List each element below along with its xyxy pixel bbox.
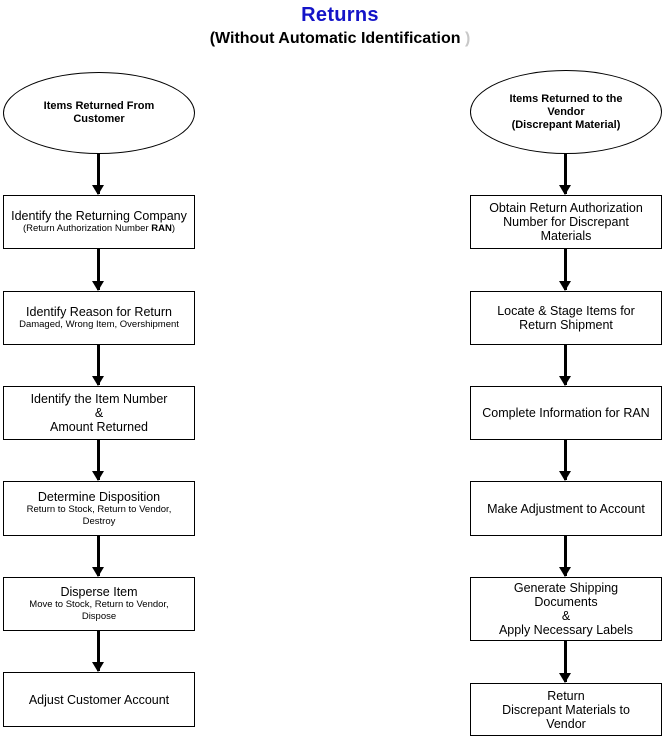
left-step-4-sub: Return to Stock, Return to Vendor, Destroy (26, 503, 172, 527)
right-step-6-line1: Return (547, 688, 585, 703)
right-step-make-adjustment (470, 481, 662, 536)
left-arrow-3 (97, 440, 100, 480)
right-start-line3: (Discrepant Material) (511, 118, 621, 131)
right-step-complete-info (470, 386, 662, 440)
left-arrow-2 (97, 345, 100, 385)
right-step-return-materials (470, 683, 662, 736)
left-step-3-line1: Identify the Item Number (30, 392, 168, 406)
right-step-2-main: Locate & Stage Items for Return Shipment (497, 304, 635, 332)
subtitle-text: (Without Automatic Identification (209, 30, 465, 47)
right-start-line2: Vendor (547, 105, 585, 118)
left-start-line2: Customer (73, 113, 125, 125)
left-step-2-main: Identify Reason for Return (26, 305, 172, 319)
right-step-1-main: Obtain Return Authorization Number for Discrepant Materials (489, 201, 643, 243)
diagram-subtitle (0, 30, 664, 48)
right-step-locate-stage (470, 291, 662, 345)
left-arrow-5 (97, 631, 100, 671)
diagram-title: Returns (301, 4, 379, 26)
left-step-5-sub: Move to Stock, Return to Vendor, Dispose (29, 599, 169, 622)
left-step-3-line3: Amount Returned (50, 420, 148, 434)
left-step-identify-reason (3, 291, 195, 345)
right-arrow-1 (564, 249, 567, 290)
right-step-5-line3: Apply Necessary Labels (498, 623, 634, 637)
left-step-3-line2: & (94, 406, 104, 420)
right-step-generate-docs (470, 577, 662, 641)
left-step-disperse-item (3, 577, 195, 631)
left-step-1-sub: (Return Authorization Number RAN) (22, 223, 176, 234)
left-step-determine-disposition (3, 481, 195, 536)
right-arrow-4 (564, 536, 567, 576)
left-step-identify-company (3, 195, 195, 249)
left-arrow-1 (97, 249, 100, 290)
left-step-5-main: Disperse Item (60, 585, 138, 599)
left-step-adjust-account (3, 672, 195, 727)
left-step-identify-item (3, 386, 195, 440)
right-arrow-2 (564, 345, 567, 385)
right-step-5-line1: Generate Shipping Documents (513, 581, 619, 609)
left-start-ellipse (3, 72, 195, 154)
subtitle-paren: ) (464, 30, 471, 47)
right-step-obtain-ran (470, 195, 662, 249)
right-step-6-line2: Discrepant Materials to (502, 702, 630, 717)
right-arrow-0 (564, 153, 567, 194)
right-step-3-main: Complete Information for RAN (482, 406, 650, 420)
right-arrow-3 (564, 440, 567, 480)
left-start-line1: Items Returned From (43, 100, 155, 112)
right-step-4-main: Make Adjustment to Account (487, 501, 645, 516)
left-arrow-0 (97, 153, 100, 194)
left-step-4-main: Determine Disposition (37, 489, 161, 504)
left-step-6-main: Adjust Customer Account (28, 692, 170, 707)
right-arrow-5 (564, 641, 567, 682)
right-step-6-line3: Vendor (546, 716, 586, 731)
left-step-2-sub: Damaged, Wrong Item, Overshipment (19, 319, 179, 330)
right-start-line1: Items Returned to the (509, 92, 623, 105)
left-arrow-4 (97, 536, 100, 576)
right-start-ellipse (470, 70, 662, 154)
right-step-5-line2: & (561, 609, 571, 623)
left-step-1-main: Identify the Returning Company (11, 209, 187, 223)
